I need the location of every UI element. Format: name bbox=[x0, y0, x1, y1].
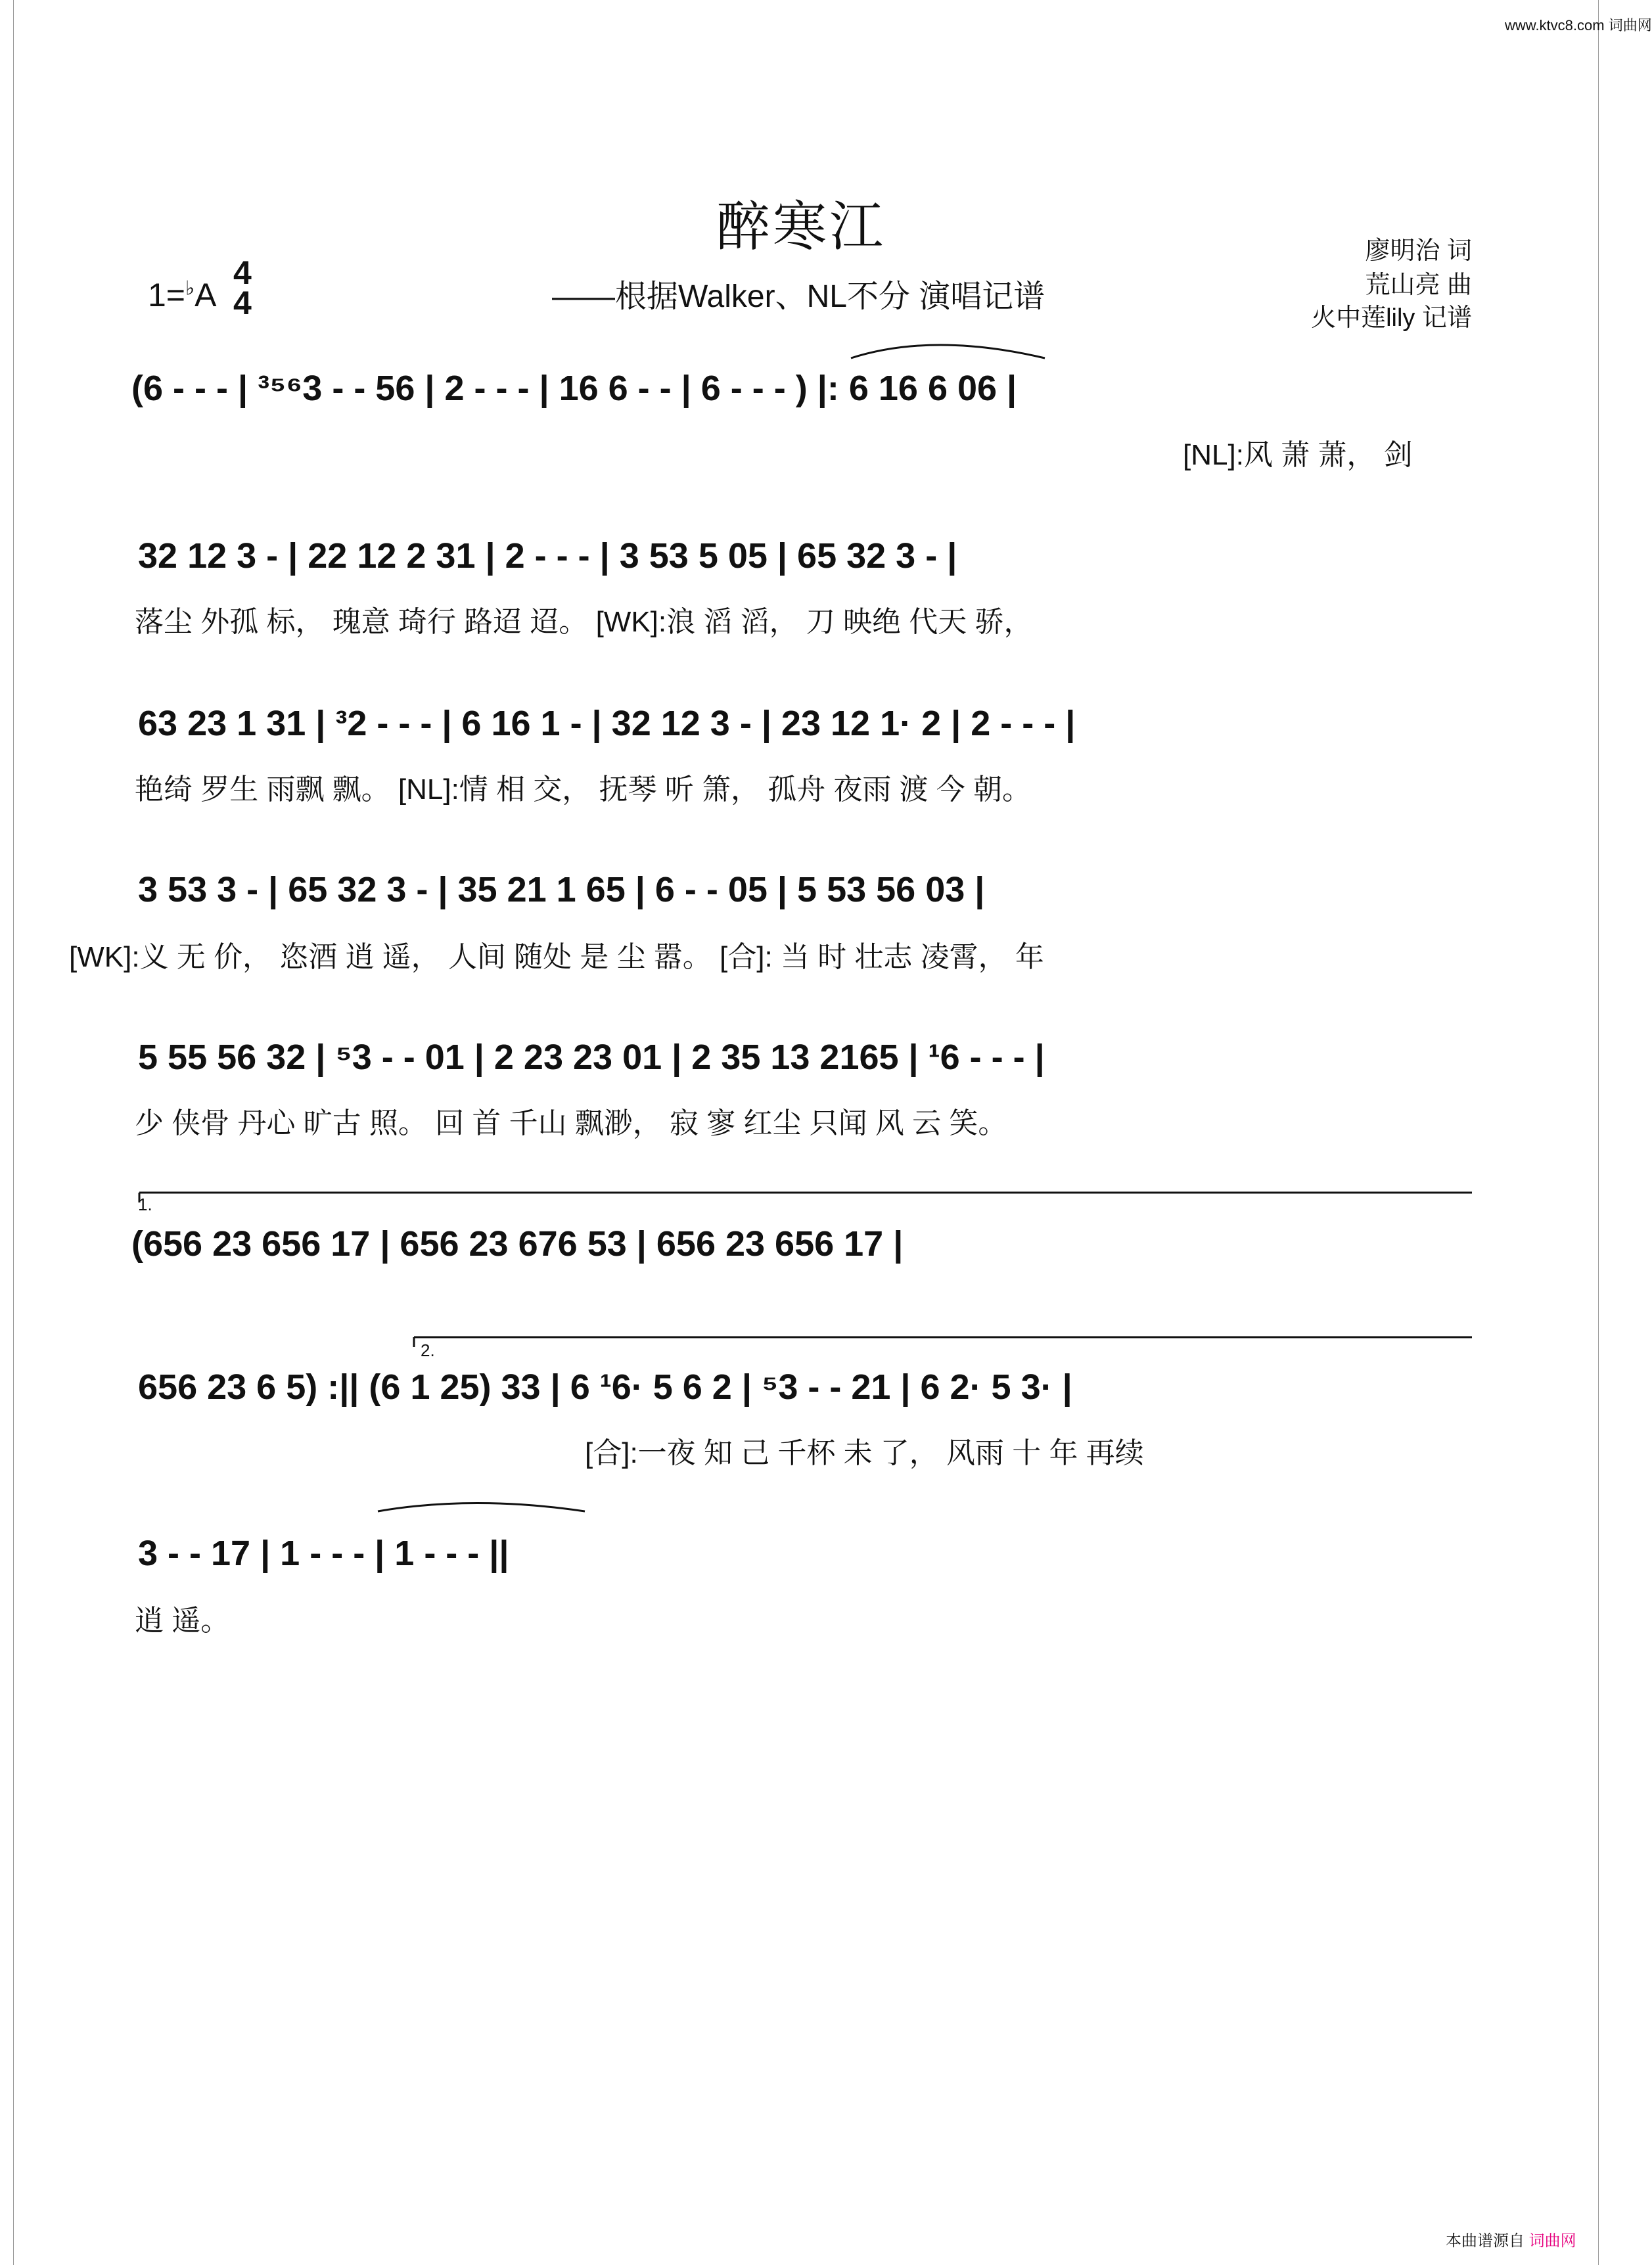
system-6-notes: (656 23 656 17 | 656 23 676 53 | 656 23 656 17 | bbox=[131, 1224, 904, 1264]
volta-2-bracket bbox=[414, 1337, 1472, 1347]
system-7-notes: 656 23 6 5) :|| (6 1 25) 33 | 6 ¹6· 5 6 2 | ⁵3 - - 21 | 6 2· 5 3· | bbox=[138, 1367, 1072, 1407]
system-2-notes: 32 12 3 - | 22 12 2 31 | 2 - - - | 3 53 5 05 | 65 32 3 - | bbox=[138, 536, 957, 576]
system-4-lyrics: [WK]:义 无 价， 恣酒 逍 遥， 人间 随处 是 尘 嚣。 [合]: 当 时 壮志 凌霄， 年 bbox=[69, 941, 1044, 973]
subtitle: ——根据Walker、NL不分 演唱记谱 bbox=[552, 279, 1045, 314]
key-note: A bbox=[195, 277, 217, 313]
system-1-lyrics: [NL]:风 萧 萧， 剑 bbox=[1183, 439, 1413, 471]
credit-composer: 荒山亮 曲 bbox=[1365, 271, 1472, 299]
tie-slur-2 bbox=[378, 1503, 585, 1512]
system-8-lyrics: 逍 遥。 bbox=[135, 1605, 230, 1637]
meter-bottom: 4 bbox=[233, 285, 252, 321]
volta-1-label: 1. bbox=[138, 1195, 152, 1214]
system-3-notes: 63 23 1 31 | ³2 - - - | 6 16 1 - | 32 12 3 - | 23 12 1· 2 | 2 - - - | bbox=[138, 704, 1076, 743]
volta-2-label: 2. bbox=[421, 1340, 435, 1360]
page-title: 醉寒江 bbox=[716, 197, 886, 257]
system-1-notes: (6 - - - | ³⁵⁶3 - - 56 | 2 - - - | 16 6 - - | 6 - - - ) |: 6 16 6 06 | bbox=[131, 369, 1017, 408]
credit-lyricist: 廖明治 词 bbox=[1365, 237, 1472, 265]
flat-sign: ♭ bbox=[185, 277, 195, 300]
tie-slur-1 bbox=[851, 345, 1045, 358]
system-5-notes: 5 55 56 32 | ⁵3 - - 01 | 2 23 23 01 | 2 35 13 2165 | ¹6 - - - | bbox=[138, 1038, 1045, 1077]
footer-link[interactable]: 词曲网 bbox=[1528, 2232, 1576, 2250]
system-5-lyrics: 少 侠骨 丹心 旷古 照。 回 首 千山 飘渺， 寂 寥 红尘 只闻 风 云 笑。 bbox=[135, 1107, 1007, 1139]
credit-transcriber: 火中莲lily 记谱 bbox=[1311, 304, 1472, 332]
header-tag[interactable]: www.ktvc8.com 词曲网 bbox=[1505, 17, 1652, 34]
volta-1-bracket bbox=[139, 1193, 1472, 1202]
system-8-notes: 3 - - 17 | 1 - - - | 1 - - - || bbox=[138, 1534, 509, 1573]
system-2-lyrics: 落尘 外孤 标， 瑰意 琦行 路迢 迢。 [WK]:浪 滔 滔， 刀 映绝 代天 骄， bbox=[135, 606, 1033, 638]
footer-text: 本曲谱源自 bbox=[1446, 2232, 1525, 2250]
system-3-lyrics: 艳绮 罗生 雨飘 飘。 [NL]:情 相 交， 抚琴 听 箫， 孤舟 夜雨 渡 今 朝。 bbox=[135, 773, 1032, 806]
footer bbox=[1446, 2228, 1576, 2251]
system-4-notes: 3 53 3 - | 65 32 3 - | 35 21 1 65 | 6 - - 05 | 5 53 56 03 | bbox=[138, 870, 985, 909]
meter-top: 4 bbox=[233, 254, 252, 291]
system-7-lyrics: [合]:一夜 知 己 千杯 未 了， 风雨 十 年 再续 bbox=[585, 1437, 1144, 1469]
key-prefix: 1= bbox=[148, 277, 186, 313]
